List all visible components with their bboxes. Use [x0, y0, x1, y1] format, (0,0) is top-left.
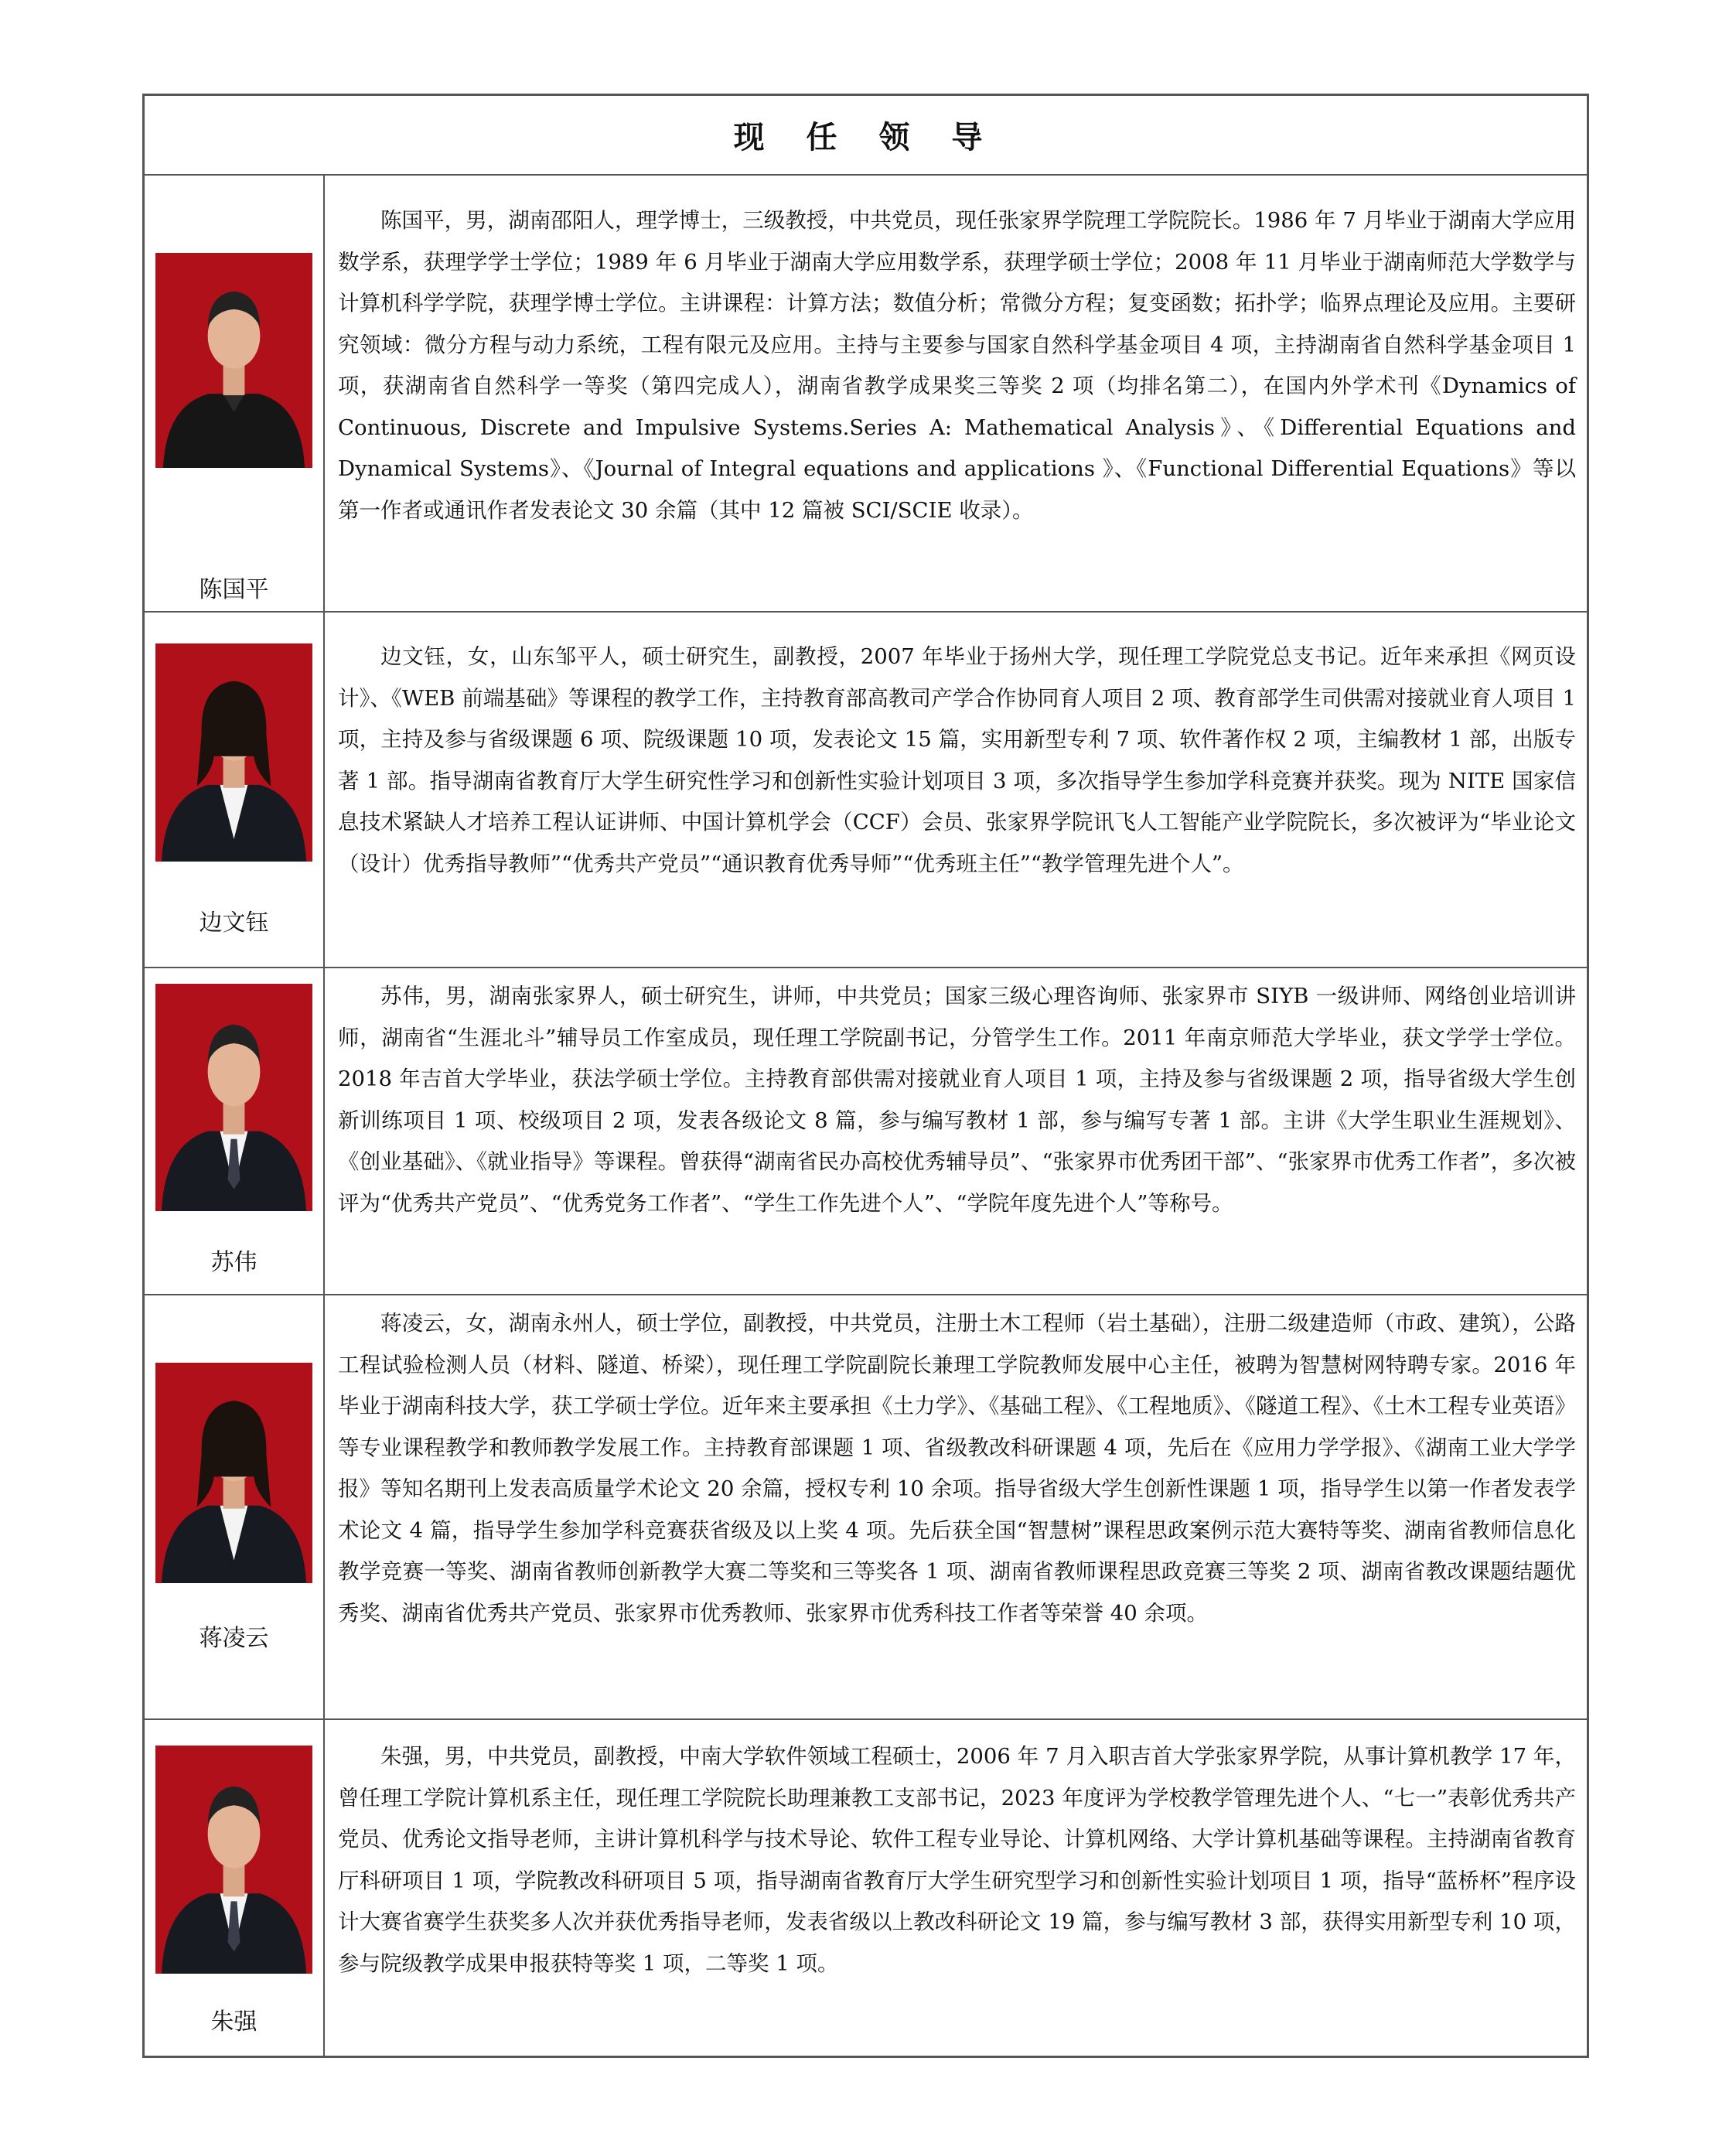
- leader-name: 陈国平: [199, 576, 269, 603]
- portrait-silhouette: [155, 984, 312, 1211]
- leader-row: [145, 1720, 1587, 2056]
- leader-bio: 蒋凌云，女，湖南永州人，硕士学位，副教授，中共党员，注册土木工程师（岩土基础），注册二级建造师（市政、建筑），公路工程试验检测人员（材料、隧道、桥梁），现任理工学院副院长兼理工学院教师发展中心主任，被聘为智慧树网特聘专家。2016 年毕业于湖南科技大学，获工学硕士学位。近年来主要承担《土力学》、《基础工程》、《工程地质》、《隧道工程》、《土木工程专业英语》等专业课程教学和教师教学发展工作。主持教育部课题 1 项、省级教改科研课题 4 项，先后在《应用力学学报》、《湖南工业大学学报》等知名期刊上发表高质量学术论文 20 余篇，授权专利 10 余项。指导省级大学生创新性课题 1 项，指导学生以第一作者发表学术论文 4 篇，指导学生参加学科竞赛获省级及以上奖 4 项。先后获全国“智慧树”课程思政案例示范大赛特等奖、湖南省教师信息化教学竞赛一等奖、湖南省教师创新教学大赛二等奖和三等奖各 1 项、湖南省教师课程思政竞赛三等奖 2 项、湖南省教改课题结题优秀奖、湖南省优秀共产党员、张家界市优秀教师、张家界市优秀科技工作者等荣誉 40 余项。: [338, 1311, 1576, 1626]
- leader-name: 边文钰: [199, 910, 269, 937]
- leader-row: [145, 613, 1587, 968]
- leader-row: [145, 968, 1587, 1295]
- leader-photo: [155, 1363, 312, 1583]
- photo-cell: [145, 613, 325, 967]
- title-row: [145, 96, 1587, 176]
- photo-cell: [145, 1295, 325, 1718]
- leader-photo: [155, 643, 312, 862]
- portrait-silhouette: [155, 643, 312, 862]
- leader-photo: [155, 253, 312, 468]
- portrait-silhouette: [155, 1746, 312, 1974]
- leader-bio: 陈国平，男，湖南邵阳人，理学博士，三级教授，中共党员，现任张家界学院理工学院院长。1986 年 7 月毕业于湖南大学应用数学系，获理学学士学位；1989 年 6 月毕业于湖南大学应用数学系，获理学硕士学位；2008 年 11 月毕业于湖南师范大学数学与计算机科学学院，获理学博士学位。主讲课程：计算方法；数值分析；常微分方程；复变函数；拓扑学；临界点理论及应用。主要研究领域：微分方程与动力系统，工程有限元及应用。主持与主要参与国家自然科学基金项目 4 项，主持湖南省自然科学基金项目 1 项，获湖南省自然科学一等奖（第四完成人），湖南省教学成果奖三等奖 2 项（均排名第二），在国内外学术刊《Dynamics of Continuous, Discrete and Impulsive Systems.Series A: Mathematical Analysis》、《Differential Equations and Dynamical Systems》、《Journal of Integral equations and applications 》、《Functional Differential Equations》等以第一作者或通讯作者发表论文 30 余篇（其中 12 篇被 SCI/SCIE 收录）。: [338, 208, 1576, 523]
- portrait-silhouette: [155, 1363, 312, 1583]
- photo-cell: [145, 1720, 325, 2056]
- leader-photo: [155, 1746, 312, 1974]
- photo-cell: [145, 176, 325, 611]
- leader-name: 蒋凌云: [199, 1625, 269, 1652]
- leader-bio: 苏伟，男，湖南张家界人，硕士研究生，讲师，中共党员；国家三级心理咨询师、张家界市 SIYB 一级讲师、网络创业培训讲师，湖南省“生涯北斗”辅导员工作室成员，现任理工学院副书记，分管学生工作。2011 年南京师范大学毕业，获文学学士学位。2018 年吉首大学毕业，获法学硕士学位。主持教育部供需对接就业育人项目 1 项，主持及参与省级课题 2 项，指导省级大学生创新训练项目 1 项、校级项目 2 项，发表各级论文 8 篇，参与编写教材 1 部，参与编写专著 1 部。主讲《大学生职业生涯规划》、《创业基础》、《就业指导》等课程。曾获得“湖南省民办高校优秀辅导员”、“张家界市优秀团干部”、“张家界市优秀工作者”，多次被评为“优秀共产党员”、“优秀党务工作者”、“学生工作先进个人”、“学院年度先进个人”等称号。: [338, 984, 1576, 1216]
- photo-cell: [145, 968, 325, 1294]
- portrait-silhouette: [155, 253, 312, 468]
- leader-name: 苏伟: [210, 1249, 258, 1276]
- page-title: 现 任 领 导: [733, 119, 998, 155]
- leader-bio: 边文钰，女，山东邹平人，硕士研究生，副教授，2007 年毕业于扬州大学，现任理工学院党总支书记。近年来承担《网页设计》、《WEB 前端基础》等课程的教学工作，主持教育部高教司产学合作协同育人项目 2 项、教育部学生司供需对接就业育人项目 1 项，主持及参与省级课题 6 项、院级课题 10 项，发表论文 15 篇，实用新型专利 7 项、软件著作权 2 项，主编教材 1 部，出版专著 1 部。指导湖南省教育厅大学生研究性学习和创新性实验计划项目 3 项，多次指导学生参加学科竞赛并获奖。现为 NITE 国家信息技术紧缺人才培养工程认证讲师、中国计算机学会（CCF）会员、张家界学院讯飞人工智能产业学院院长，多次被评为“毕业论文（设计）优秀指导教师”“优秀共产党员”“通识教育优秀导师”“优秀班主任”“教学管理先进个人”。: [338, 644, 1576, 876]
- leader-row: [145, 176, 1587, 613]
- leader-row: [145, 1295, 1587, 1720]
- leader-name: 朱强: [210, 2008, 258, 2036]
- leaders-table: [142, 94, 1589, 2058]
- leader-bio: 朱强，男，中共党员，副教授，中南大学软件领域工程硕士，2006 年 7 月入职吉首大学张家界学院，从事计算机教学 17 年，曾任理工学院计算机系主任，现任理工学院院长助理兼教工支部书记，2023 年度评为学校教学管理先进个人、“七一”表彰优秀共产党员、优秀论文指导老师，主讲计算机科学与技术导论、软件工程专业导论、计算机网络、大学计算机基础等课程。主持湖南省教育厅科研项目 1 项，学院教改科研项目 5 项，指导湖南省教育厅大学生研究型学习和创新性实验计划项目 1 项，指导“蓝桥杯”程序设计大赛省赛学生获奖多人次并获优秀指导老师，发表省级以上教改科研论文 19 篇，参与编写教材 3 部，获得实用新型专利 10 项，参与院级教学成果申报获特等奖 1 项，二等奖 1 项。: [338, 1744, 1576, 1976]
- leader-photo: [155, 984, 312, 1211]
